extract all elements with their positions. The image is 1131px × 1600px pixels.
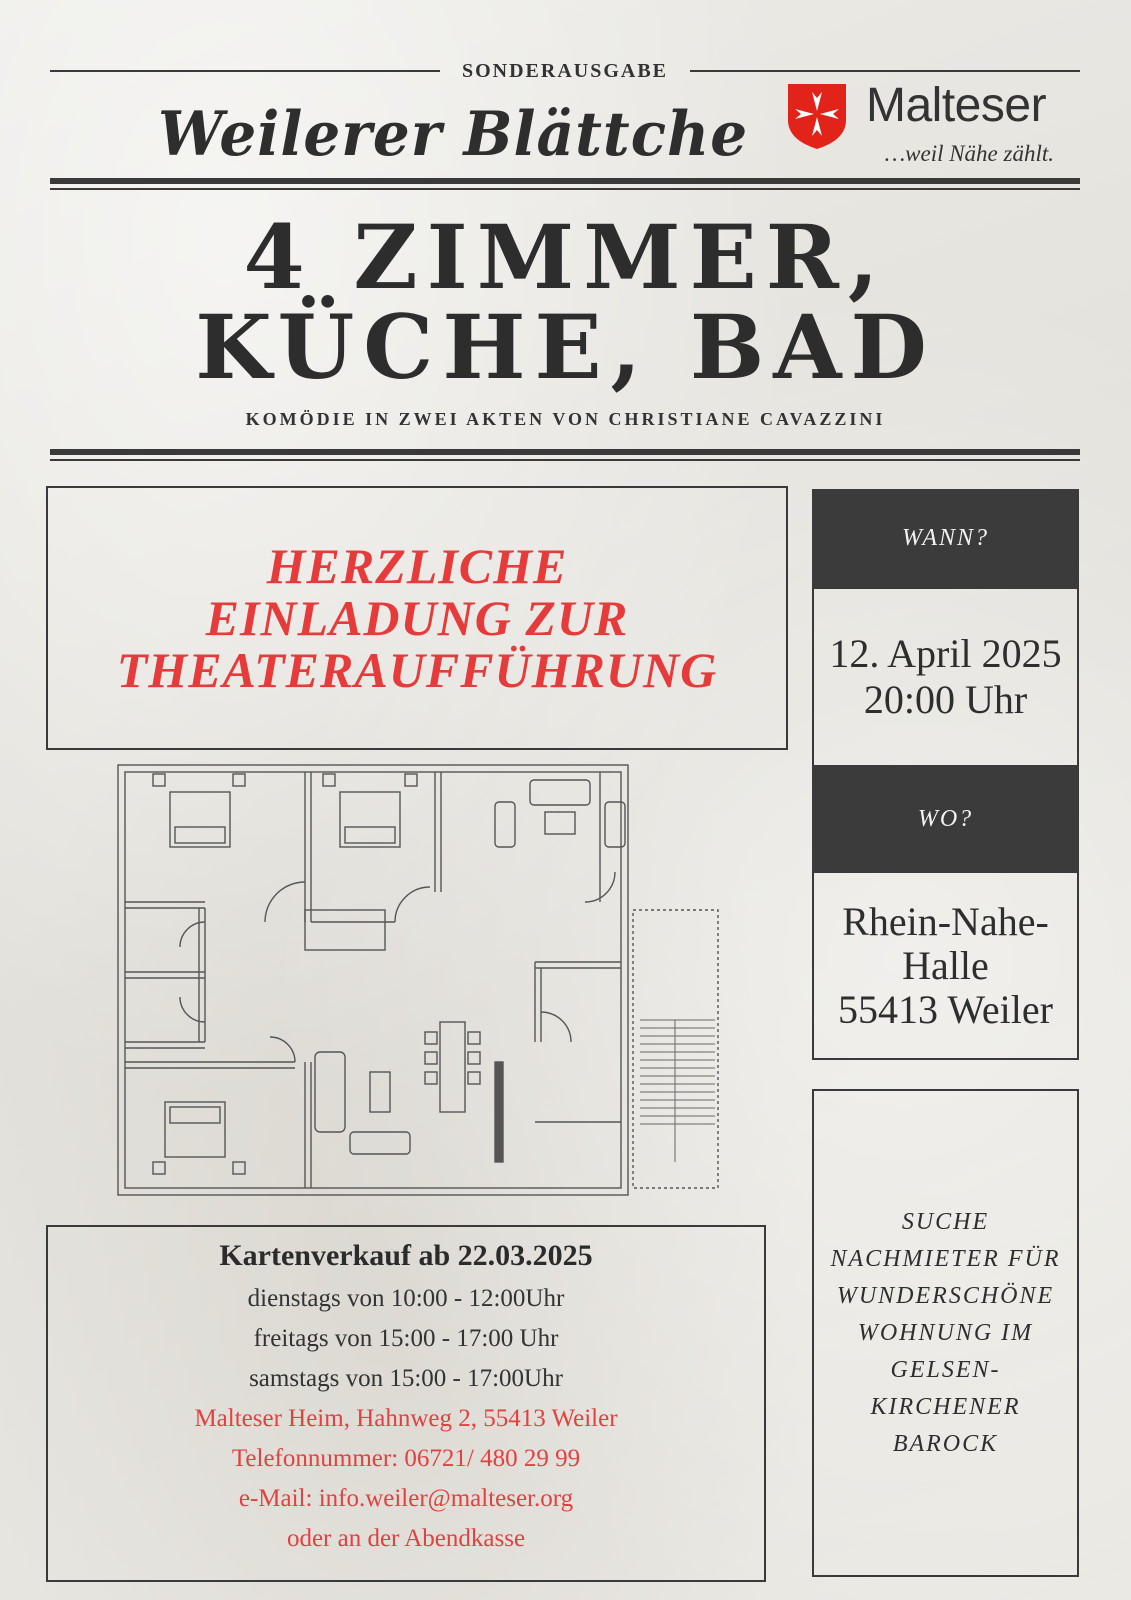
classified-line: SUCHE bbox=[901, 1208, 990, 1235]
divider bbox=[690, 70, 1080, 72]
invitation-line: EINLADUNG ZUR bbox=[205, 590, 629, 646]
invitation-box bbox=[46, 486, 788, 750]
event-date: 12. April 2025 bbox=[829, 631, 1062, 676]
ticket-sales-heading: Kartenverkauf ab 22.03.2025 bbox=[219, 1239, 593, 1272]
classified-line: BAROCK bbox=[892, 1430, 999, 1457]
ticket-email: e-Mail: info.weiler@malteser.org bbox=[238, 1485, 574, 1512]
invitation-line: HERZLICHE bbox=[266, 538, 568, 594]
divider bbox=[50, 449, 1080, 455]
classified-line: WUNDERSCHÖNE bbox=[836, 1282, 1055, 1309]
opening-hours-line: dienstags von 10:00 - 12:00Uhr bbox=[247, 1285, 565, 1312]
divider bbox=[50, 70, 440, 72]
classified-line: KIRCHENER bbox=[870, 1393, 1021, 1420]
invitation-text bbox=[117, 540, 717, 696]
ticket-phone: Telefonnummer: 06721/ 480 29 99 bbox=[231, 1445, 581, 1472]
classified-ad-text bbox=[831, 1204, 1061, 1463]
logo-slogan: …weil Nähe zählt. bbox=[884, 141, 1054, 166]
classified-line: GELSEN- bbox=[890, 1356, 1001, 1383]
invitation-line: THEATERAUFFÜHRUNG bbox=[116, 642, 718, 698]
edition-label: SONDERAUSGABE bbox=[461, 59, 669, 82]
classified-line: WOHNUNG IM bbox=[857, 1319, 1034, 1346]
venue-line: 55413 Weiler bbox=[838, 986, 1053, 1032]
where-header: WO? bbox=[812, 767, 1079, 871]
box-office-note: oder an der Abendkasse bbox=[286, 1525, 526, 1552]
divider bbox=[50, 188, 1080, 190]
when-box bbox=[812, 587, 1079, 767]
headline-line-1: 4 ZIMMER, bbox=[243, 205, 888, 309]
event-time: 20:00 Uhr bbox=[863, 677, 1028, 722]
venue-line: Halle bbox=[902, 942, 989, 988]
logo-brand: Malteser bbox=[866, 79, 1047, 132]
maltese-cross-shield-icon bbox=[786, 82, 848, 150]
where-box bbox=[812, 871, 1079, 1060]
divider bbox=[50, 178, 1080, 184]
divider bbox=[50, 459, 1080, 461]
floor-plan-illustration bbox=[115, 762, 745, 1202]
ticket-address: Malteser Heim, Hahnweg 2, 55413 Weiler bbox=[194, 1405, 618, 1432]
classified-ad-box bbox=[812, 1089, 1079, 1577]
opening-hours-line: freitags von 15:00 - 17:00 Uhr bbox=[253, 1325, 559, 1352]
headline-line-2: KÜCHE, BAD bbox=[195, 295, 936, 399]
opening-hours-line: samstags von 15:00 - 17:00Uhr bbox=[249, 1365, 563, 1392]
play-subtitle: KOMÖDIE IN ZWEI AKTEN VON CHRISTIANE CAVAZZINI bbox=[245, 409, 886, 429]
venue-line: Rhein-Nahe- bbox=[842, 898, 1049, 944]
malteser-logo bbox=[786, 78, 1056, 173]
when-header: WANN? bbox=[812, 489, 1079, 587]
masthead: Weilerer Blättche bbox=[158, 98, 749, 170]
classified-line: NACHMIETER FÜR bbox=[830, 1245, 1061, 1272]
ticket-sales-box bbox=[46, 1225, 766, 1582]
